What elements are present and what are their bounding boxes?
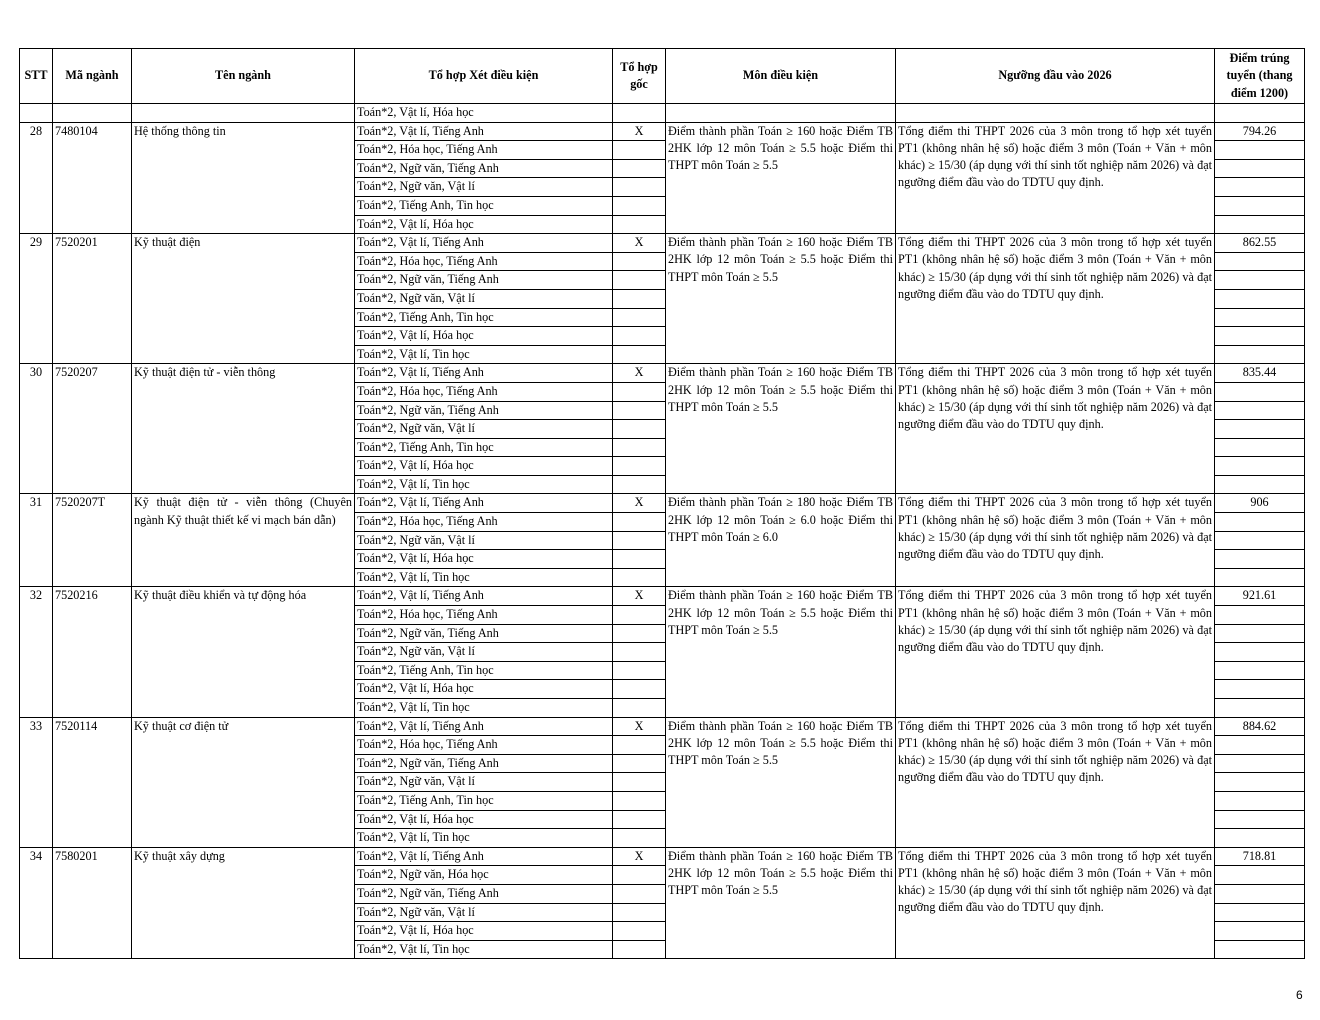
table-row xyxy=(20,234,1305,253)
carry-over-row xyxy=(20,104,1305,123)
row-goc xyxy=(613,643,666,662)
row-combo: Toán*2, Vật lí, Tin học xyxy=(355,475,613,494)
row-score xyxy=(1215,289,1305,308)
row-combo: Toán*2, Vật lí, Tin học xyxy=(355,568,613,587)
row-goc: X xyxy=(613,587,666,606)
row-score xyxy=(1215,178,1305,197)
carry-condition xyxy=(666,104,896,123)
row-combo: Toán*2, Vật lí, Tin học xyxy=(355,345,613,364)
row-code: 7520201 xyxy=(53,234,132,364)
row-goc xyxy=(613,178,666,197)
row-combo: Toán*2, Vật lí, Tiếng Anh xyxy=(355,847,613,866)
row-threshold: Tổng điểm thi THPT 2026 của 3 môn trong tổ hợp xét tuyển PT1 (không nhân hệ số) hoặc điểm 3 môn (Toán + Văn + môn khác) ≥ 15/30 (áp dụng với thí sinh tốt nghiệp năm 2026) và đạt ngưỡng điểm đầu vào do TDTU quy định. xyxy=(896,122,1215,234)
row-combo: Toán*2, Ngữ văn, Vật lí xyxy=(355,903,613,922)
row-score xyxy=(1215,252,1305,271)
row-goc xyxy=(613,791,666,810)
row-score xyxy=(1215,884,1305,903)
row-score xyxy=(1215,327,1305,346)
row-goc xyxy=(613,829,666,848)
row-code: 7520207T xyxy=(53,494,132,587)
carry-code xyxy=(53,104,132,123)
row-combo: Toán*2, Ngữ văn, Tiếng Anh xyxy=(355,624,613,643)
row-goc xyxy=(613,550,666,569)
row-code: 7520207 xyxy=(53,364,132,494)
row-score xyxy=(1215,940,1305,959)
row-condition: Điểm thành phần Toán ≥ 160 hoặc Điểm TB 2HK lớp 12 môn Toán ≥ 5.5 hoặc Điểm thi THPT môn Toán ≥ 5.5 xyxy=(666,587,896,717)
row-score xyxy=(1215,196,1305,215)
row-condition: Điểm thành phần Toán ≥ 160 hoặc Điểm TB 2HK lớp 12 môn Toán ≥ 5.5 hoặc Điểm thi THPT môn Toán ≥ 5.5 xyxy=(666,234,896,364)
row-goc xyxy=(613,866,666,885)
row-condition: Điểm thành phần Toán ≥ 180 hoặc Điểm TB 2HK lớp 12 môn Toán ≥ 6.0 hoặc Điểm thi THPT môn Toán ≥ 6.0 xyxy=(666,494,896,587)
row-goc xyxy=(613,736,666,755)
row-stt: 34 xyxy=(20,847,53,959)
row-threshold: Tổng điểm thi THPT 2026 của 3 môn trong tổ hợp xét tuyển PT1 (không nhân hệ số) hoặc điểm 3 môn (Toán + Văn + môn khác) ≥ 15/30 (áp dụng với thí sinh tốt nghiệp năm 2026) và đạt ngưỡng điểm đầu vào do TDTU quy định. xyxy=(896,587,1215,717)
row-score xyxy=(1215,271,1305,290)
row-combo: Toán*2, Hóa học, Tiếng Anh xyxy=(355,513,613,532)
row-goc xyxy=(613,568,666,587)
row-goc xyxy=(613,922,666,941)
row-stt: 31 xyxy=(20,494,53,587)
row-goc xyxy=(613,345,666,364)
row-score xyxy=(1215,382,1305,401)
row-combo: Toán*2, Ngữ văn, Vật lí xyxy=(355,420,613,439)
row-stt: 29 xyxy=(20,234,53,364)
row-combo: Toán*2, Ngữ văn, Tiếng Anh xyxy=(355,754,613,773)
admission-table xyxy=(19,48,1305,959)
row-score xyxy=(1215,531,1305,550)
row-combo: Toán*2, Ngữ văn, Hóa học xyxy=(355,866,613,885)
row-combo: Toán*2, Ngữ văn, Vật lí xyxy=(355,531,613,550)
row-combo: Toán*2, Vật lí, Tiếng Anh xyxy=(355,234,613,253)
row-goc xyxy=(613,940,666,959)
row-combo: Toán*2, Vật lí, Hóa học xyxy=(355,680,613,699)
row-combo: Toán*2, Hóa học, Tiếng Anh xyxy=(355,606,613,625)
row-score xyxy=(1215,922,1305,941)
row-combo: Toán*2, Vật lí, Hóa học xyxy=(355,550,613,569)
row-stt: 33 xyxy=(20,717,53,847)
row-goc xyxy=(613,196,666,215)
row-score xyxy=(1215,903,1305,922)
row-name: Hệ thống thông tin xyxy=(132,122,355,234)
row-score xyxy=(1215,754,1305,773)
row-goc xyxy=(613,401,666,420)
row-score xyxy=(1215,141,1305,160)
row-goc xyxy=(613,420,666,439)
row-score xyxy=(1215,773,1305,792)
table-row xyxy=(20,364,1305,383)
row-goc: X xyxy=(613,494,666,513)
row-combo: Toán*2, Ngữ văn, Tiếng Anh xyxy=(355,271,613,290)
row-condition: Điểm thành phần Toán ≥ 160 hoặc Điểm TB 2HK lớp 12 môn Toán ≥ 5.5 hoặc Điểm thi THPT môn Toán ≥ 5.5 xyxy=(666,847,896,959)
row-combo: Toán*2, Ngữ văn, Vật lí xyxy=(355,289,613,308)
row-name: Kỹ thuật điều khiển và tự động hóa xyxy=(132,587,355,717)
row-threshold: Tổng điểm thi THPT 2026 của 3 môn trong tổ hợp xét tuyển PT1 (không nhân hệ số) hoặc điểm 3 môn (Toán + Văn + môn khác) ≥ 15/30 (áp dụng với thí sinh tốt nghiệp năm 2026) và đạt ngưỡng điểm đầu vào do TDTU quy định. xyxy=(896,494,1215,587)
row-combo: Toán*2, Vật lí, Hóa học xyxy=(355,810,613,829)
row-goc xyxy=(613,884,666,903)
row-score xyxy=(1215,606,1305,625)
header-stt: STT xyxy=(20,49,53,104)
row-goc xyxy=(613,513,666,532)
row-code: 7520114 xyxy=(53,717,132,847)
row-combo: Toán*2, Ngữ văn, Tiếng Anh xyxy=(355,401,613,420)
row-goc xyxy=(613,754,666,773)
row-condition: Điểm thành phần Toán ≥ 160 hoặc Điểm TB 2HK lớp 12 môn Toán ≥ 5.5 hoặc Điểm thi THPT môn Toán ≥ 5.5 xyxy=(666,364,896,494)
row-combo: Toán*2, Vật lí, Tin học xyxy=(355,940,613,959)
header-ten-nganh: Tên ngành xyxy=(132,49,355,104)
row-code: 7520216 xyxy=(53,587,132,717)
row-goc xyxy=(613,661,666,680)
row-score xyxy=(1215,159,1305,178)
row-combo: Toán*2, Ngữ văn, Vật lí xyxy=(355,643,613,662)
row-combo: Toán*2, Vật lí, Tiếng Anh xyxy=(355,587,613,606)
row-score: 906 xyxy=(1215,494,1305,513)
row-score xyxy=(1215,736,1305,755)
row-goc xyxy=(613,438,666,457)
row-combo: Toán*2, Tiếng Anh, Tin học xyxy=(355,438,613,457)
page-number: 6 xyxy=(1296,988,1303,1002)
row-score xyxy=(1215,308,1305,327)
row-goc xyxy=(613,810,666,829)
row-score xyxy=(1215,680,1305,699)
row-threshold: Tổng điểm thi THPT 2026 của 3 môn trong tổ hợp xét tuyển PT1 (không nhân hệ số) hoặc điểm 3 môn (Toán + Văn + môn khác) ≥ 15/30 (áp dụng với thí sinh tốt nghiệp năm 2026) và đạt ngưỡng điểm đầu vào do TDTU quy định. xyxy=(896,234,1215,364)
row-combo: Toán*2, Tiếng Anh, Tin học xyxy=(355,791,613,810)
table-row xyxy=(20,717,1305,736)
row-threshold: Tổng điểm thi THPT 2026 của 3 môn trong tổ hợp xét tuyển PT1 (không nhân hệ số) hoặc điểm 3 môn (Toán + Văn + môn khác) ≥ 15/30 (áp dụng với thí sinh tốt nghiệp năm 2026) và đạt ngưỡng điểm đầu vào do TDTU quy định. xyxy=(896,364,1215,494)
carry-combo: Toán*2, Vật lí, Hóa học xyxy=(355,104,613,123)
row-combo: Toán*2, Tiếng Anh, Tin học xyxy=(355,196,613,215)
row-goc xyxy=(613,308,666,327)
row-score xyxy=(1215,457,1305,476)
row-threshold: Tổng điểm thi THPT 2026 của 3 môn trong tổ hợp xét tuyển PT1 (không nhân hệ số) hoặc điểm 3 môn (Toán + Văn + môn khác) ≥ 15/30 (áp dụng với thí sinh tốt nghiệp năm 2026) và đạt ngưỡng điểm đầu vào do TDTU quy định. xyxy=(896,717,1215,847)
row-score xyxy=(1215,475,1305,494)
row-goc xyxy=(613,215,666,234)
row-combo: Toán*2, Vật lí, Tin học xyxy=(355,699,613,718)
carry-score xyxy=(1215,104,1305,123)
table-header-row xyxy=(20,49,1305,104)
row-combo: Toán*2, Vật lí, Tiếng Anh xyxy=(355,717,613,736)
carry-goc xyxy=(613,104,666,123)
row-score: 884.62 xyxy=(1215,717,1305,736)
row-combo: Toán*2, Hóa học, Tiếng Anh xyxy=(355,736,613,755)
table-row xyxy=(20,122,1305,141)
row-score xyxy=(1215,699,1305,718)
row-combo: Toán*2, Vật lí, Tin học xyxy=(355,829,613,848)
row-combo: Toán*2, Hóa học, Tiếng Anh xyxy=(355,141,613,160)
header-to-hop: Tổ hợp Xét điều kiện xyxy=(355,49,613,104)
row-combo: Toán*2, Vật lí, Hóa học xyxy=(355,327,613,346)
row-goc xyxy=(613,457,666,476)
table-row xyxy=(20,587,1305,606)
row-score xyxy=(1215,215,1305,234)
row-code: 7580201 xyxy=(53,847,132,959)
row-score xyxy=(1215,866,1305,885)
row-name: Kỹ thuật xây dựng xyxy=(132,847,355,959)
row-score xyxy=(1215,791,1305,810)
row-goc xyxy=(613,773,666,792)
row-combo: Toán*2, Ngữ văn, Vật lí xyxy=(355,178,613,197)
row-score xyxy=(1215,810,1305,829)
row-goc xyxy=(613,382,666,401)
row-stt: 32 xyxy=(20,587,53,717)
row-goc: X xyxy=(613,122,666,141)
row-score xyxy=(1215,661,1305,680)
carry-stt xyxy=(20,104,53,123)
row-score: 835.44 xyxy=(1215,364,1305,383)
row-goc xyxy=(613,606,666,625)
row-goc xyxy=(613,289,666,308)
row-condition: Điểm thành phần Toán ≥ 160 hoặc Điểm TB 2HK lớp 12 môn Toán ≥ 5.5 hoặc Điểm thi THPT môn Toán ≥ 5.5 xyxy=(666,122,896,234)
row-goc xyxy=(613,252,666,271)
header-ma-nganh: Mã ngành xyxy=(53,49,132,104)
row-name: Kỹ thuật điện tử - viễn thông xyxy=(132,364,355,494)
row-goc xyxy=(613,531,666,550)
row-name: Kỹ thuật điện tử - viễn thông (Chuyên ngành Kỹ thuật thiết kế vi mạch bán dẫn) xyxy=(132,494,355,587)
row-code: 7480104 xyxy=(53,122,132,234)
row-goc xyxy=(613,327,666,346)
row-goc xyxy=(613,141,666,160)
row-combo: Toán*2, Vật lí, Hóa học xyxy=(355,457,613,476)
row-score: 794.26 xyxy=(1215,122,1305,141)
row-goc: X xyxy=(613,234,666,253)
row-combo: Toán*2, Hóa học, Tiếng Anh xyxy=(355,382,613,401)
row-threshold: Tổng điểm thi THPT 2026 của 3 môn trong tổ hợp xét tuyển PT1 (không nhân hệ số) hoặc điểm 3 môn (Toán + Văn + môn khác) ≥ 15/30 (áp dụng với thí sinh tốt nghiệp năm 2026) và đạt ngưỡng điểm đầu vào do TDTU quy định. xyxy=(896,847,1215,959)
row-name: Kỹ thuật điện xyxy=(132,234,355,364)
row-score xyxy=(1215,643,1305,662)
row-combo: Toán*2, Vật lí, Hóa học xyxy=(355,922,613,941)
row-combo: Toán*2, Hóa học, Tiếng Anh xyxy=(355,252,613,271)
row-combo: Toán*2, Tiếng Anh, Tin học xyxy=(355,308,613,327)
row-combo: Toán*2, Ngữ văn, Vật lí xyxy=(355,773,613,792)
row-score xyxy=(1215,624,1305,643)
carry-name xyxy=(132,104,355,123)
row-score xyxy=(1215,401,1305,420)
row-combo: Toán*2, Tiếng Anh, Tin học xyxy=(355,661,613,680)
row-goc: X xyxy=(613,847,666,866)
row-score: 718.81 xyxy=(1215,847,1305,866)
row-score xyxy=(1215,345,1305,364)
row-stt: 30 xyxy=(20,364,53,494)
row-combo: Toán*2, Ngữ văn, Tiếng Anh xyxy=(355,159,613,178)
row-goc xyxy=(613,680,666,699)
row-goc: X xyxy=(613,717,666,736)
row-score xyxy=(1215,438,1305,457)
row-combo: Toán*2, Vật lí, Hóa học xyxy=(355,215,613,234)
row-combo: Toán*2, Ngữ văn, Tiếng Anh xyxy=(355,884,613,903)
table-row xyxy=(20,494,1305,513)
table-row xyxy=(20,847,1305,866)
row-score xyxy=(1215,420,1305,439)
row-goc xyxy=(613,159,666,178)
row-goc: X xyxy=(613,364,666,383)
row-combo: Toán*2, Vật lí, Tiếng Anh xyxy=(355,494,613,513)
header-to-hop-goc: Tổ hợp gốc xyxy=(613,49,666,104)
header-diem-trung-tuyen: Điểm trúng tuyển (thang điểm 1200) xyxy=(1215,49,1305,104)
row-score: 921.61 xyxy=(1215,587,1305,606)
row-goc xyxy=(613,903,666,922)
row-combo: Toán*2, Vật lí, Tiếng Anh xyxy=(355,364,613,383)
carry-threshold xyxy=(896,104,1215,123)
row-score xyxy=(1215,829,1305,848)
header-nguong: Ngưỡng đầu vào 2026 xyxy=(896,49,1215,104)
row-goc xyxy=(613,475,666,494)
row-combo: Toán*2, Vật lí, Tiếng Anh xyxy=(355,122,613,141)
row-goc xyxy=(613,271,666,290)
row-name: Kỹ thuật cơ điện tử xyxy=(132,717,355,847)
row-stt: 28 xyxy=(20,122,53,234)
row-score xyxy=(1215,513,1305,532)
row-condition: Điểm thành phần Toán ≥ 160 hoặc Điểm TB 2HK lớp 12 môn Toán ≥ 5.5 hoặc Điểm thi THPT môn Toán ≥ 5.5 xyxy=(666,717,896,847)
row-score: 862.55 xyxy=(1215,234,1305,253)
row-goc xyxy=(613,624,666,643)
row-score xyxy=(1215,568,1305,587)
header-mon-dieu-kien: Môn điều kiện xyxy=(666,49,896,104)
row-goc xyxy=(613,699,666,718)
row-score xyxy=(1215,550,1305,569)
